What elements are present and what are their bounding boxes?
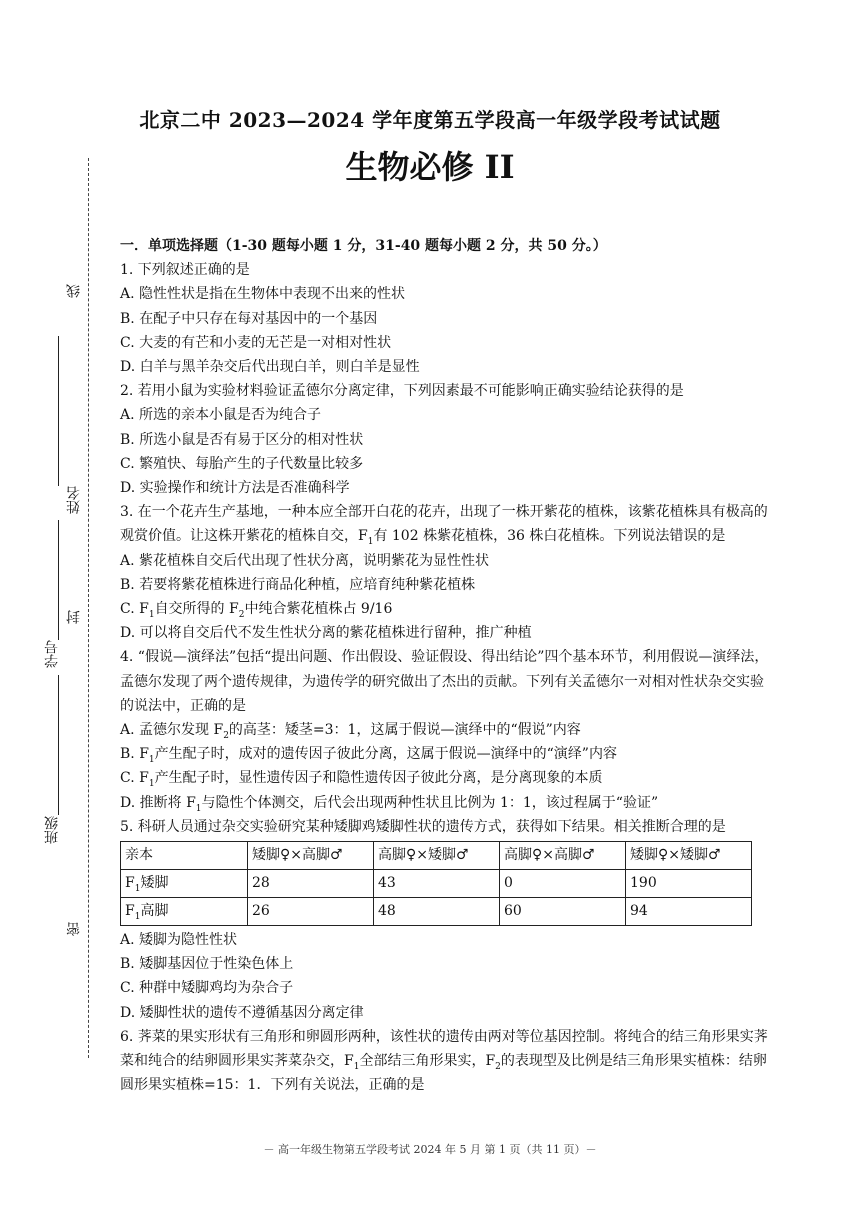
table-cell: 48 xyxy=(374,898,500,926)
margin-seal-label: 封 xyxy=(66,610,82,624)
table-cell: 26 xyxy=(248,898,374,926)
table-cell: 0 xyxy=(500,870,626,898)
q4-option-a: A. 孟德尔发现 $F_2$的高茎：矮茎=3：1，这属于假说—演绎中的“假说”内容 xyxy=(120,722,581,741)
margin-class-label: 班级 xyxy=(44,816,60,844)
q1-option-b: B. 在配子中只存在每对基因中的一个基因 xyxy=(120,310,378,327)
q1-option-d: D. 白羊与黑羊杂交后代出现白羊，则白羊是显性 xyxy=(120,359,420,376)
table-cell: 28 xyxy=(248,870,374,898)
table-header-cell: 矮脚♀×高脚♂ xyxy=(248,842,374,870)
q2-stem: 2. 若用小鼠为实验材料验证孟德尔分离定律，下列因素最不可能影响正确实验结论获得的是 xyxy=(120,383,684,400)
q2-option-d: D. 实验操作和统计方法是否准确科学 xyxy=(120,480,350,497)
table-row xyxy=(121,898,752,926)
table-header-row xyxy=(121,842,752,870)
q5-option-d: D. 矮脚性状的遗传不遵循基因分离定律 xyxy=(120,1004,364,1021)
q5-option-b: B. 矮脚基因位于性染色体上 xyxy=(120,956,294,973)
binding-dashed-line xyxy=(88,158,89,1058)
q5-option-c: C. 种群中矮脚鸡均为杂合子 xyxy=(120,980,294,997)
table-cell: 43 xyxy=(374,870,500,898)
name-write-line xyxy=(58,336,59,486)
exam-header-title: 北京二中 2023—2024 学年度第五学段高一年级学段考试试题 xyxy=(139,108,721,132)
q5-stem: 5. 科研人员通过杂交实验研究某种矮脚鸡矮脚性状的遗传方式，获得如下结果。相关推断合理的是 xyxy=(120,818,726,835)
table-row-label: $F_1$矮脚 xyxy=(121,870,248,898)
class-write-line xyxy=(58,675,59,815)
q4-option-d: D. 推断将 $F_1$与隐性个体测交，后代会出现两种性状且比例为 1：1，该过程属于“验证” xyxy=(120,794,659,814)
q2-option-c: C. 繁殖快、每胎产生的子代数量比较多 xyxy=(120,455,364,472)
subject-title: 生物必修 II xyxy=(345,148,515,186)
q4-option-c: C. $F_1$产生配子时，显性遗传因子和隐性遗传因子彼此分离，是分离现象的本质 xyxy=(120,770,603,790)
q3-stem-line2: 观赏价值。让这株开紫花的植株自交，$F_1$有 102 株紫花植株，36 株白花植株。下列说法错误的是 xyxy=(120,528,726,548)
q3-option-d: D. 可以将自交后代不发生性状分离的紫花植株进行留种，推广种植 xyxy=(120,625,532,642)
table-cell: 60 xyxy=(500,898,626,926)
margin-line-label: 线 xyxy=(66,284,82,298)
exam-content xyxy=(120,234,822,1098)
margin-secret-label: 密 xyxy=(66,922,82,936)
table-header-cell: 高脚♀×高脚♂ xyxy=(500,842,626,870)
q6-stem-line3: 圆形果实植株=15：1．下列有关说法，正确的是 xyxy=(120,1077,425,1094)
student-id-write-line xyxy=(58,520,59,640)
table-header-cell: 矮脚♀×矮脚♂ xyxy=(626,842,752,870)
q6-stem-line2: 菜和纯合的结卵圆形果实荠菜杂交，$F_1$全部结三角形果实，$F_2$的表现型及比例是结三角形果实植株：结卵 xyxy=(120,1053,767,1072)
q4-stem-line2: 孟德尔发现了两个遗传规律，为遗传学的研究做出了杰出的贡献。下列有关孟德尔一对相对性状杂交实验 xyxy=(120,673,764,690)
margin-student-id-label: 学号 xyxy=(44,640,60,668)
q4-stem-line3: 的说法中，正确的是 xyxy=(120,697,246,714)
table-row-label: $F_1$高脚 xyxy=(121,898,248,926)
q5-option-a: A. 矮脚为隐性性状 xyxy=(120,932,238,949)
q5-cross-table xyxy=(120,841,752,926)
q2-option-b: B. 所选小鼠是否有易于区分的相对性状 xyxy=(120,431,364,448)
q3-stem-line1: 3. 在一个花卉生产基地，一种本应全部开白花的花卉，出现了一株开紫花的植株，该紫花植株具有极高的 xyxy=(120,504,768,521)
q1-option-c: C. 大麦的有芒和小麦的无芒是一对相对性状 xyxy=(120,334,392,351)
section-title: 一．单项选择题（1-30 题每小题 1 分，31-40 题每小题 2 分，共 50 分。） xyxy=(120,238,607,254)
q3-option-b: B. 若要将紫花植株进行商品化种植，应培育纯种紫花植株 xyxy=(120,576,476,593)
q4-option-b: B. $F_1$产生配子时，成对的遗传因子彼此分离，这属于假说—演绎中的“演绎”内容 xyxy=(120,746,617,766)
table-row xyxy=(121,870,752,898)
q1-stem: 1. 下列叙述正确的是 xyxy=(120,262,250,279)
q1-option-a: A. 隐性性状是指在生物体中表现不出来的性状 xyxy=(120,286,406,303)
table-cell: 94 xyxy=(626,898,752,926)
q2-option-a: A. 所选的亲本小鼠是否为纯合子 xyxy=(120,407,322,424)
page-footer: － 高一年级生物第五学段考试 2024 年 5 月 第 1 页（共 11 页）－ xyxy=(263,1143,597,1156)
margin-name-label: 姓名 xyxy=(66,486,82,514)
q4-stem-line1: 4. “假说—演绎法”包括“提出问题、作出假设、验证假设、得出结论”四个基本环节，利用假说—演绎法， xyxy=(120,649,769,666)
q6-stem-line1: 6. 荠菜的果实形状有三角形和卵圆形两种，该性状的遗传由两对等位基因控制。将纯合的结三角形果实荠 xyxy=(120,1028,768,1045)
q3-option-a: A. 紫花植株自交后代出现了性状分离，说明紫花为显性性状 xyxy=(120,552,490,569)
q3-option-c: C. $F_1$自交所得的 $F_2$中纯合紫花植株占 9/16 xyxy=(120,601,393,620)
table-cell: 190 xyxy=(626,870,752,898)
table-header-cell: 高脚♀×矮脚♂ xyxy=(374,842,500,870)
table-header-cell: 亲本 xyxy=(121,842,248,870)
